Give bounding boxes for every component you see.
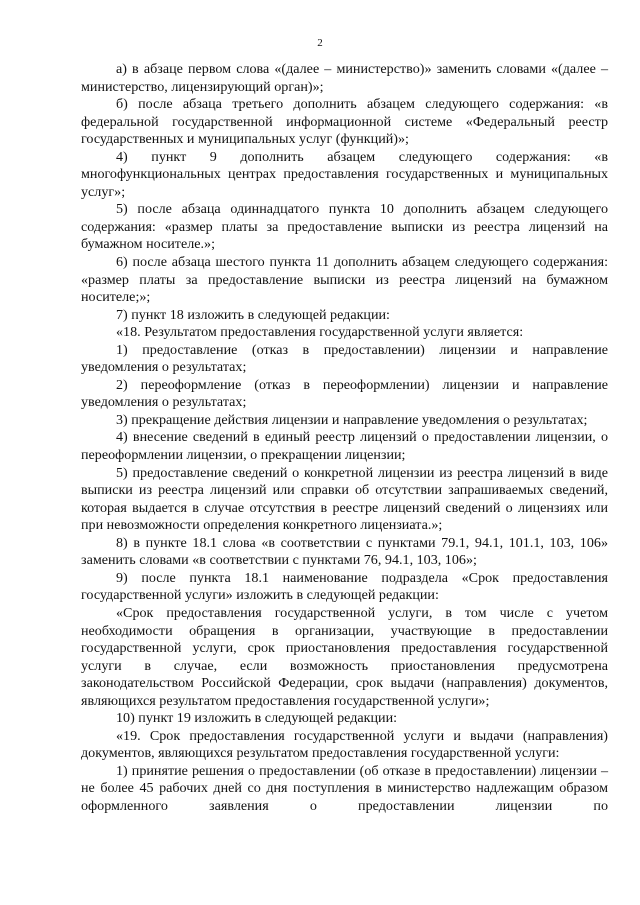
quoted-subsection-title: «Срок предоставления государственной услуги, в том числе с учетом необходимости обращения в организации, участвующие в предоставлении государственной услуги, срок приостановления предоставления государственной услуги в случае, если возможность приостановления предусмотрена законодательством Российской Федерации, срок выдачи (направления) документов, являющихся результатом предоставления государственной услуги»; <box>81 604 608 709</box>
quoted-point-19-heading: «19. Срок предоставления государственной услуги и выдачи (направления) документов, являющихся результатом предоставления государственной услуги: <box>81 727 608 762</box>
quoted-point-18-heading: «18. Результатом предоставления государственной услуги является: <box>116 324 524 341</box>
paragraph-10: 10) пункт 19 изложить в следующей редакции: <box>116 710 398 727</box>
quoted-item-1: 1) предоставление (отказ в предоставлении) лицензии и направление уведомления о результатах; <box>81 341 608 376</box>
quoted-point-19-item-1: 1) принятие решения о предоставлении (об отказе в предоставлении) лицензии – не более 45 рабочих дней со дня поступления в министерство надлежащим образом оформленного заявления о предоставлении лицензии по <box>81 762 608 814</box>
paragraph-8: 8) в пункте 18.1 слова «в соответствии с пунктами 79.1, 94.1, 101.1, 103, 106» заменить словами «в соответствии с пунктами 76, 94.1, 103, 106»; <box>81 534 608 569</box>
paragraph-6: 6) после абзаца шестого пункта 11 дополнить абзацем следующего содержания: «размер платы за предоставление выписки из реестра лицензий на бумажном носителе;»; <box>81 254 608 306</box>
paragraph-3a: а) в абзаце первом слова «(далее – министерство)» заменить словами «(далее – министерство, лицензирующий орган)»; <box>81 61 608 95</box>
paragraph-4: 4) пункт 9 дополнить абзацем следующего содержания: «в многофункциональных центрах предоставления государственных и муниципальных услуг»; <box>81 148 608 200</box>
quoted-item-3: 3) прекращение действия лицензии и направление уведомления о результатах; <box>116 411 588 428</box>
paragraph-9: 9) после пункта 18.1 наименование подраздела «Срок предоставления государственной услуги» изложить в следующей редакции: <box>81 569 608 604</box>
page-number: 2 <box>317 37 323 49</box>
quoted-item-4: 4) внесение сведений в единый реестр лицензий о предоставлении лицензии, о переоформлении лицензии, о прекращении лицензии; <box>81 429 608 464</box>
paragraph-3b: б) после абзаца третьего дополнить абзацем следующего содержания: «в федеральной государственной информационной системе «Федеральный реестр государственных и муниципальных услуг (функций)»; <box>81 96 608 148</box>
quoted-item-5: 5) предоставление сведений о конкретной лицензии из реестра лицензий в виде выписки из реестра лицензий или справки об отсутствии запрашиваемых сведений, которая выдается в случае отсутствия в реестре лицензий сведений о лицензиях или при невозможности определения конкретного лицензиата.»; <box>81 464 608 534</box>
paragraph-7: 7) пункт 18 изложить в следующей редакции: <box>116 306 390 323</box>
quoted-item-2: 2) переоформление (отказ в переоформлении) лицензии и направление уведомления о результатах; <box>81 376 608 411</box>
document-body <box>81 61 608 816</box>
paragraph-5: 5) после абзаца одиннадцатого пункта 10 дополнить абзацем следующего содержания: «размер платы за предоставление выписки из реестра лицензий на бумажном носителе.»; <box>81 201 608 253</box>
